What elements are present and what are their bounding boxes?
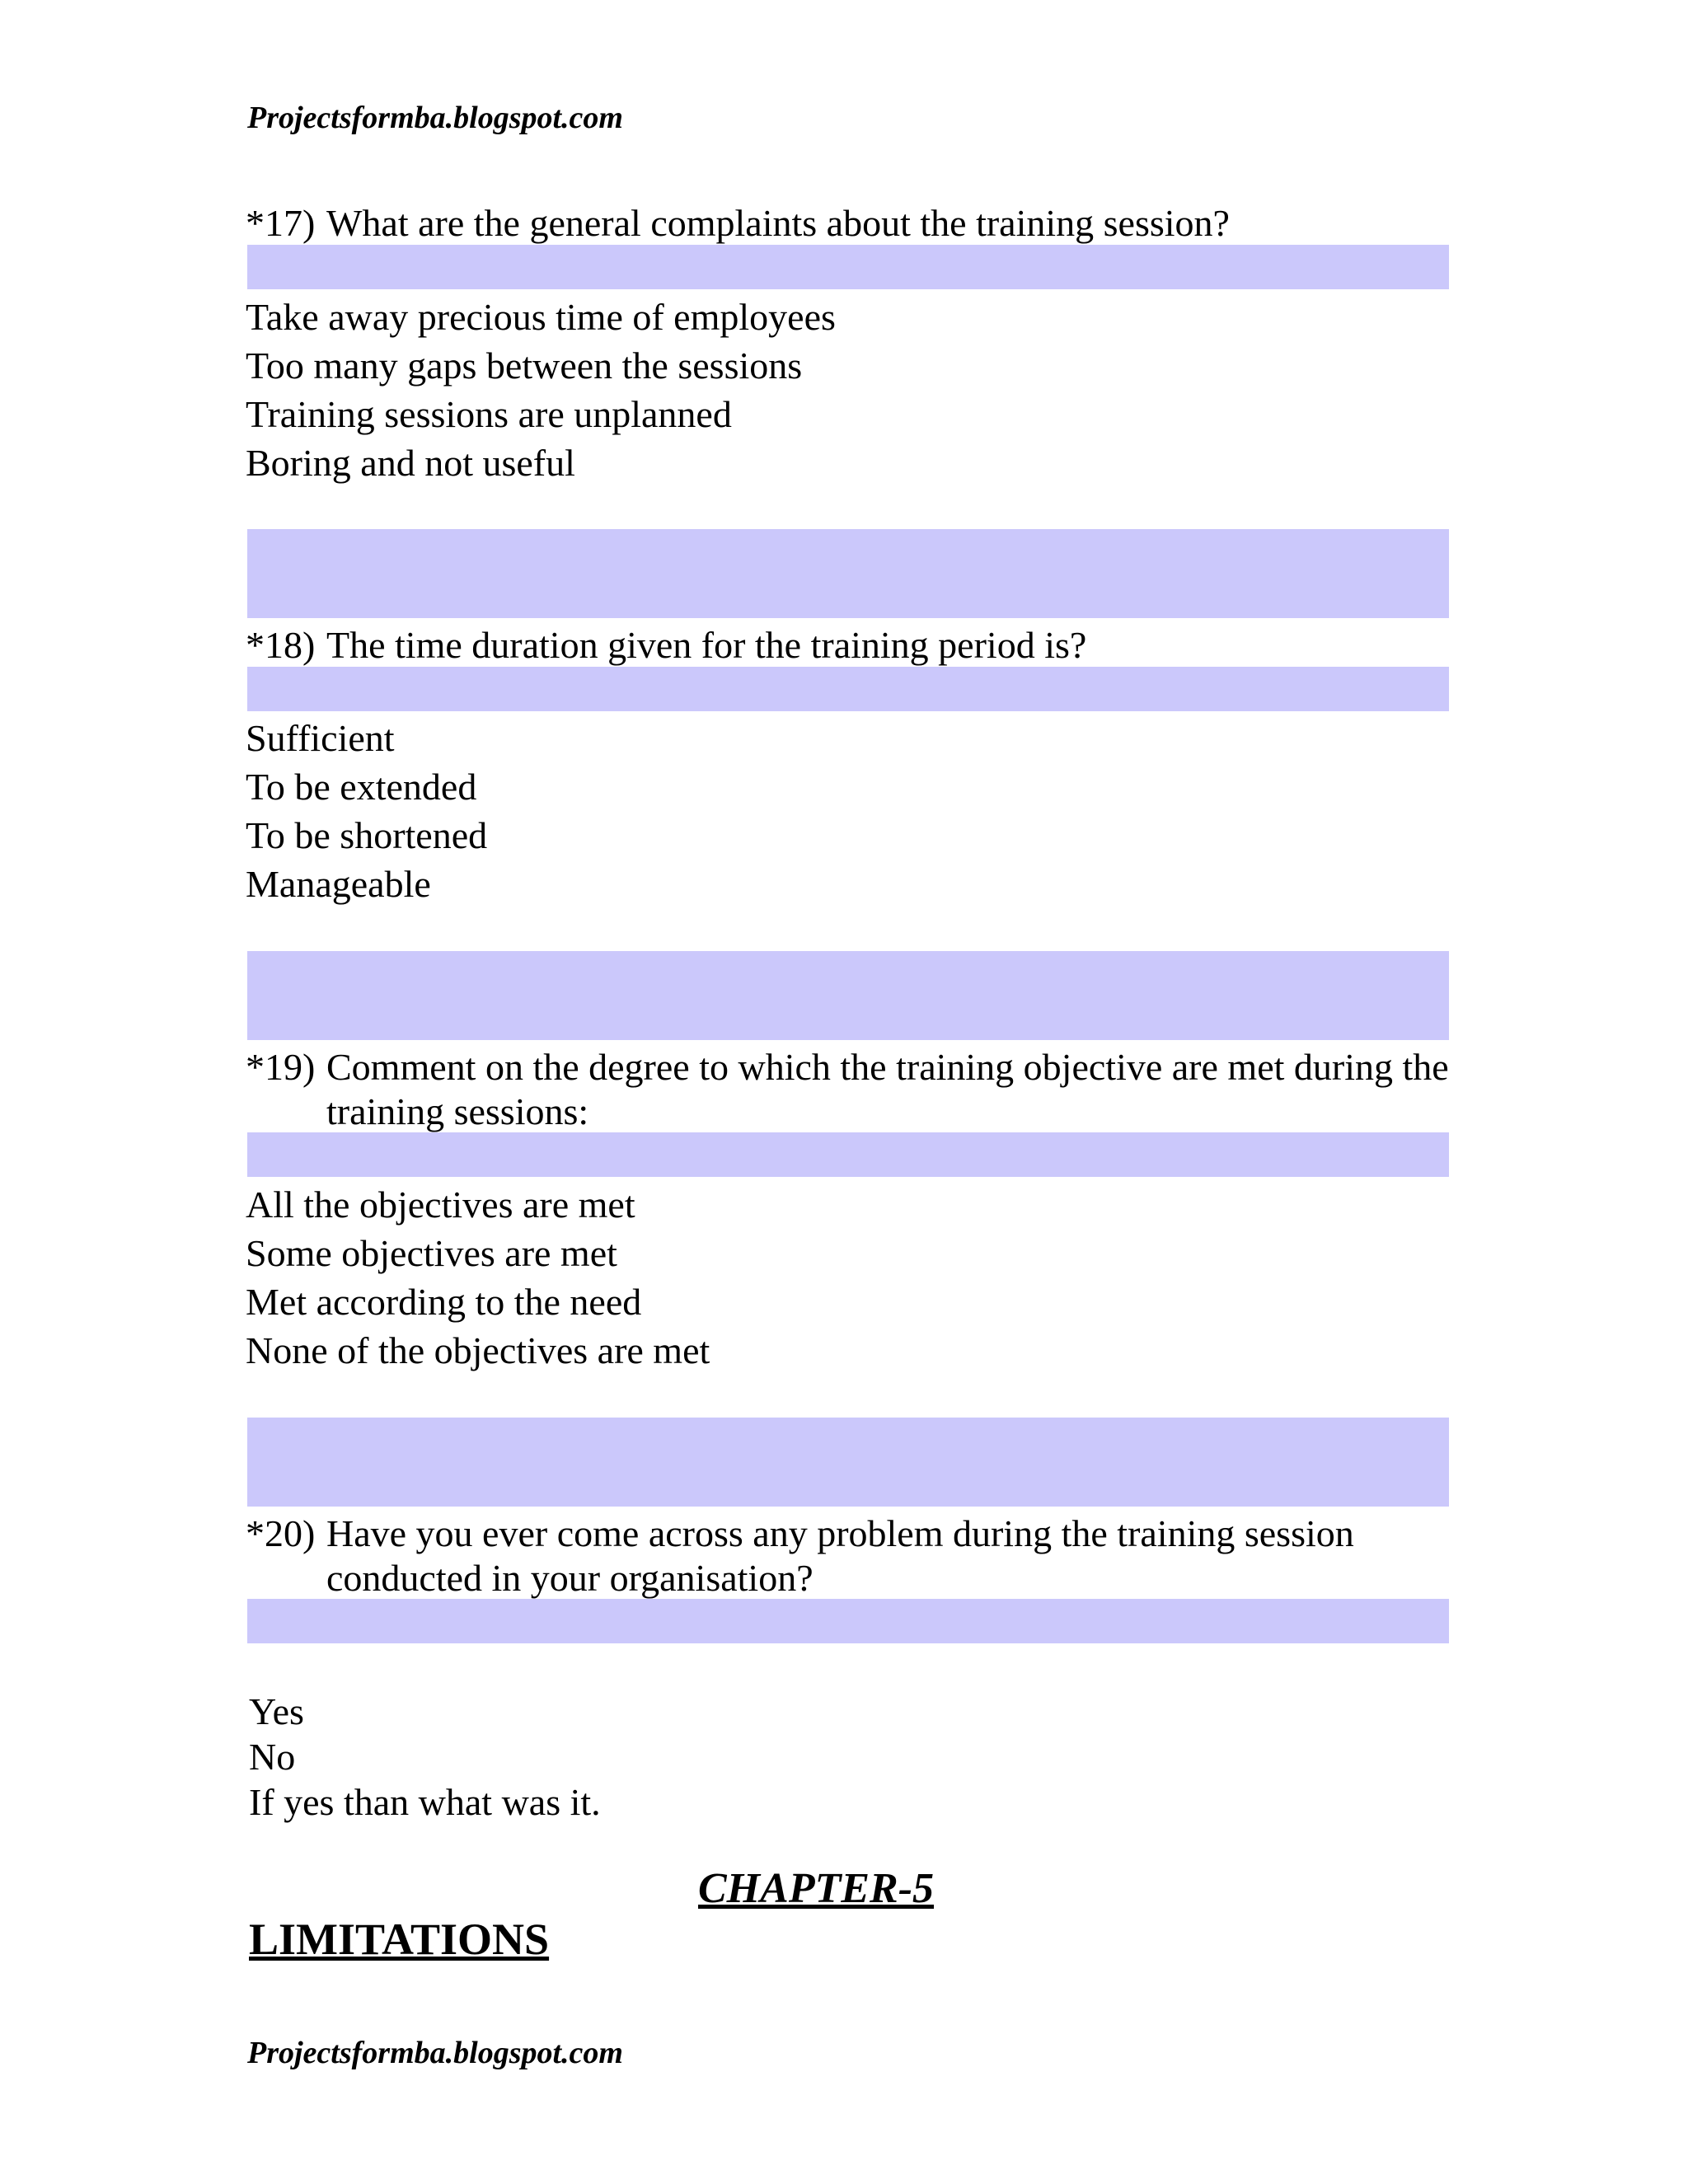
option-item: Too many gaps between the sessions — [246, 344, 803, 387]
answer-bar — [247, 245, 1449, 289]
option-item: Yes — [249, 1690, 304, 1732]
answer-bar — [247, 667, 1449, 711]
footer-site-name: Projectsformba.blogspot.com — [247, 2036, 623, 2070]
question-number: *17) — [246, 202, 316, 244]
option-item: Boring and not useful — [246, 442, 575, 484]
section-heading: LIMITATIONS — [249, 1915, 550, 1964]
spacer-bar — [247, 951, 1449, 1040]
option-item: None of the objectives are met — [246, 1329, 710, 1371]
question-text: Comment on the degree to which the training objective are met during the training sessions: — [326, 1046, 1449, 1132]
option-item: To be extended — [246, 766, 477, 808]
question-number: *18) — [246, 624, 316, 666]
option-item: Met according to the need — [246, 1281, 642, 1323]
question-number: *19) — [246, 1046, 316, 1088]
options-19 — [246, 1180, 710, 1375]
chapter-label: CHAPTER-5 — [698, 1865, 935, 1912]
option-item: Training sessions are unplanned — [246, 393, 732, 435]
options-17 — [246, 293, 836, 487]
spacer-bar — [247, 1418, 1449, 1507]
question-20 — [246, 1511, 1457, 1602]
option-item: No — [249, 1736, 296, 1778]
question-text: The time duration given for the training period is? — [326, 624, 1087, 666]
spacer-bar — [247, 529, 1449, 618]
question-19 — [246, 1045, 1457, 1136]
option-item: Take away precious time of employees — [246, 296, 836, 338]
options-18 — [246, 714, 487, 908]
question-text: What are the general complaints about the training session? — [326, 202, 1230, 244]
question-17 — [246, 201, 1457, 247]
question-number: *20) — [246, 1512, 316, 1554]
option-item: Some objectives are met — [246, 1232, 617, 1274]
answer-bar — [247, 1599, 1449, 1643]
option-item: All the objectives are met — [246, 1183, 635, 1226]
question-text: Have you ever come across any problem during the training session conducted in your organisation? — [326, 1512, 1354, 1599]
option-item: To be shortened — [246, 814, 488, 856]
question-18 — [246, 623, 1457, 669]
answer-bar — [247, 1132, 1449, 1177]
options-20 — [249, 1687, 601, 1823]
option-item: If yes than what was it. — [249, 1781, 601, 1823]
option-item: Sufficient — [246, 717, 395, 759]
header-site-name: Projectsformba.blogspot.com — [247, 101, 623, 135]
option-item: Manageable — [246, 863, 431, 905]
